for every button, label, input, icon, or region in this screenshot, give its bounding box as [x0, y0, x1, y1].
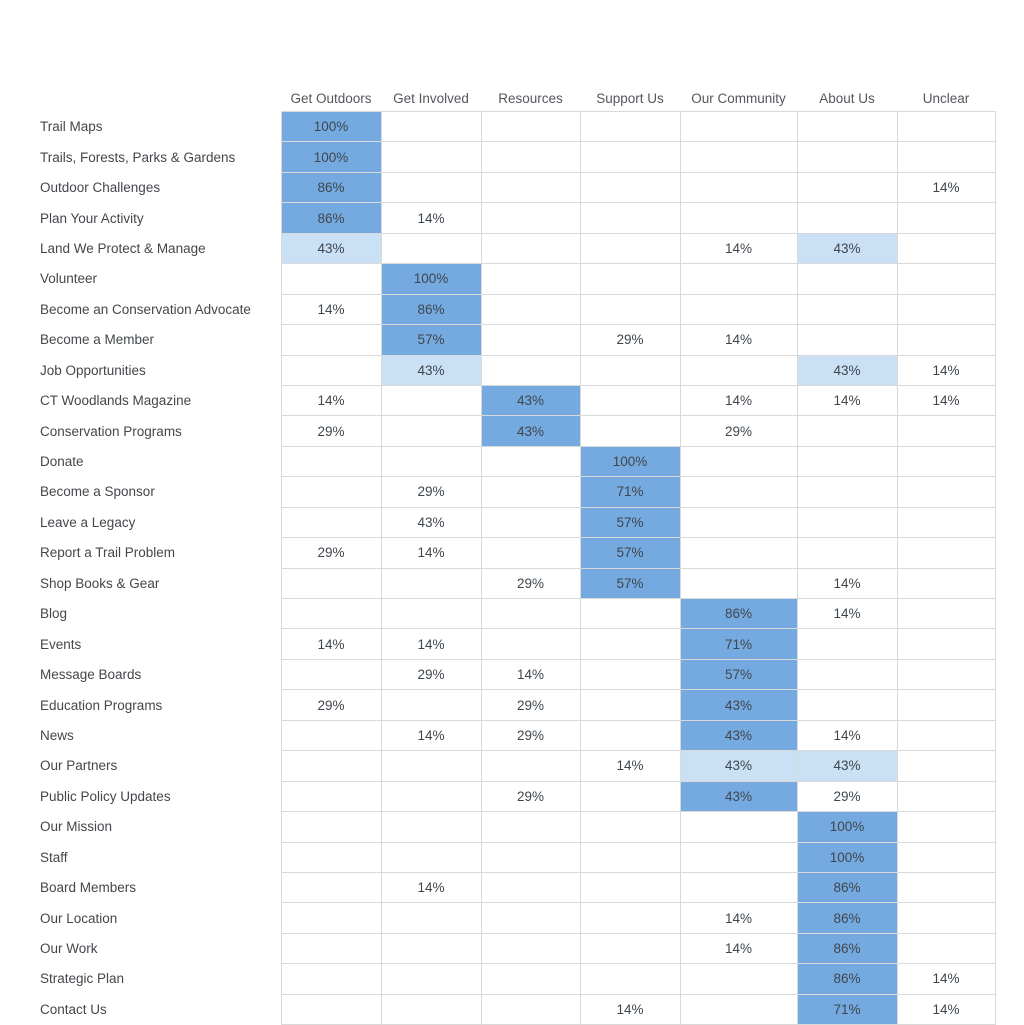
matrix-cell: 14%	[680, 903, 797, 933]
row-label: Our Location	[40, 910, 118, 926]
matrix-cell: 100%	[281, 112, 381, 142]
table-row	[40, 385, 995, 415]
table-row	[40, 599, 995, 629]
matrix-cell: 14%	[797, 720, 897, 750]
matrix-cell: 14%	[381, 872, 481, 902]
matrix-cell: 29%	[680, 416, 797, 446]
card-sort-results-matrix	[40, 85, 996, 1025]
matrix-cell: 86%	[281, 172, 381, 202]
matrix-cell	[797, 629, 897, 659]
matrix-cell: 14%	[481, 659, 580, 689]
column-header: Support Us	[596, 90, 664, 106]
matrix-cell	[281, 903, 381, 933]
row-label: Trail Maps	[40, 119, 103, 135]
row-label: Become an Conservation Advocate	[40, 301, 251, 317]
matrix-cell: 14%	[797, 568, 897, 598]
matrix-cell	[281, 599, 381, 629]
matrix-cell	[580, 720, 680, 750]
matrix-cell	[797, 142, 897, 172]
matrix-cell	[580, 264, 680, 294]
matrix-cell	[381, 964, 481, 994]
matrix-cell	[481, 325, 580, 355]
matrix-cell: 43%	[481, 416, 580, 446]
matrix-cell: 71%	[680, 629, 797, 659]
matrix-cell	[481, 933, 580, 963]
matrix-cell: 86%	[281, 203, 381, 233]
matrix-cell: 86%	[797, 964, 897, 994]
matrix-cell	[897, 903, 995, 933]
table-row	[40, 203, 995, 233]
row-label: Education Programs	[40, 697, 163, 713]
table-row	[40, 781, 995, 811]
matrix-cell	[481, 203, 580, 233]
corner-spacer	[40, 85, 281, 112]
matrix-cell: 29%	[481, 568, 580, 598]
matrix-cell: 43%	[680, 690, 797, 720]
matrix-cell	[281, 355, 381, 385]
matrix-cell	[381, 842, 481, 872]
matrix-cell	[381, 994, 481, 1024]
matrix-cell	[897, 659, 995, 689]
matrix-cell	[481, 355, 580, 385]
matrix-cell	[481, 903, 580, 933]
matrix-cell: 14%	[381, 538, 481, 568]
matrix-cell: 14%	[897, 355, 995, 385]
matrix-cell	[797, 294, 897, 324]
matrix-cell	[897, 933, 995, 963]
column-header: Our Community	[691, 90, 786, 106]
matrix-cell	[680, 203, 797, 233]
matrix-cell: 14%	[897, 385, 995, 415]
matrix-cell	[797, 659, 897, 689]
popular-placements-table	[40, 85, 996, 1025]
matrix-cell	[680, 446, 797, 476]
row-label: News	[40, 727, 74, 743]
matrix-cell: 14%	[680, 933, 797, 963]
matrix-cell: 29%	[281, 416, 381, 446]
matrix-cell	[381, 751, 481, 781]
matrix-cell	[897, 812, 995, 842]
matrix-cell	[680, 355, 797, 385]
table-row	[40, 325, 995, 355]
matrix-cell	[580, 781, 680, 811]
row-label: Public Policy Updates	[40, 788, 171, 804]
row-label: Contact Us	[40, 1001, 107, 1017]
matrix-cell	[897, 720, 995, 750]
matrix-cell	[897, 416, 995, 446]
matrix-cell	[680, 112, 797, 142]
matrix-cell	[381, 385, 481, 415]
matrix-cell	[381, 933, 481, 963]
matrix-cell	[481, 477, 580, 507]
table-row	[40, 446, 995, 476]
matrix-cell	[481, 446, 580, 476]
matrix-cell	[481, 751, 580, 781]
column-header: Get Outdoors	[290, 90, 372, 106]
matrix-cell	[281, 781, 381, 811]
row-label: Volunteer	[40, 271, 98, 287]
matrix-cell	[580, 629, 680, 659]
row-label: Board Members	[40, 880, 137, 896]
matrix-cell: 29%	[481, 720, 580, 750]
table-row	[40, 507, 995, 537]
matrix-cell: 14%	[281, 385, 381, 415]
table-row	[40, 172, 995, 202]
matrix-cell	[680, 538, 797, 568]
matrix-cell	[897, 751, 995, 781]
matrix-cell	[897, 264, 995, 294]
matrix-cell: 14%	[381, 203, 481, 233]
matrix-cell	[281, 325, 381, 355]
matrix-cell	[580, 142, 680, 172]
matrix-cell: 100%	[281, 142, 381, 172]
matrix-cell	[797, 507, 897, 537]
matrix-cell	[281, 507, 381, 537]
matrix-cell	[481, 233, 580, 263]
matrix-cell: 43%	[797, 233, 897, 263]
matrix-cell	[481, 994, 580, 1024]
matrix-cell	[281, 872, 381, 902]
matrix-cell: 29%	[481, 781, 580, 811]
matrix-cell	[680, 142, 797, 172]
matrix-cell	[897, 325, 995, 355]
matrix-cell	[580, 964, 680, 994]
matrix-cell	[381, 416, 481, 446]
table-row	[40, 294, 995, 324]
matrix-cell: 14%	[897, 964, 995, 994]
matrix-cell	[580, 599, 680, 629]
table-row	[40, 233, 995, 263]
matrix-cell	[897, 599, 995, 629]
matrix-cell: 14%	[580, 751, 680, 781]
matrix-cell	[680, 294, 797, 324]
matrix-cell	[680, 507, 797, 537]
matrix-cell	[897, 538, 995, 568]
matrix-cell	[897, 507, 995, 537]
table-row	[40, 720, 995, 750]
matrix-cell	[680, 477, 797, 507]
matrix-cell: 71%	[797, 994, 897, 1024]
matrix-cell	[381, 812, 481, 842]
row-label: Conservation Programs	[40, 423, 182, 439]
matrix-cell: 43%	[481, 385, 580, 415]
matrix-cell	[680, 872, 797, 902]
matrix-cell	[381, 568, 481, 598]
matrix-cell: 14%	[281, 294, 381, 324]
matrix-cell: 43%	[381, 507, 481, 537]
matrix-cell	[281, 994, 381, 1024]
matrix-cell	[481, 964, 580, 994]
matrix-cell	[680, 964, 797, 994]
matrix-cell	[580, 416, 680, 446]
column-header: About Us	[819, 90, 875, 106]
matrix-cell: 86%	[797, 933, 897, 963]
matrix-cell	[680, 812, 797, 842]
matrix-cell: 86%	[797, 903, 897, 933]
matrix-cell: 14%	[897, 994, 995, 1024]
matrix-cell	[281, 477, 381, 507]
matrix-cell	[580, 172, 680, 202]
matrix-cell: 14%	[897, 172, 995, 202]
matrix-cell: 57%	[680, 659, 797, 689]
matrix-cell: 29%	[381, 477, 481, 507]
matrix-cell	[281, 264, 381, 294]
matrix-cell	[381, 142, 481, 172]
matrix-cell	[580, 294, 680, 324]
matrix-cell	[580, 233, 680, 263]
matrix-cell	[281, 659, 381, 689]
matrix-cell	[381, 446, 481, 476]
table-row	[40, 964, 995, 994]
column-header: Get Involved	[393, 90, 469, 106]
matrix-cell: 57%	[580, 538, 680, 568]
table-row	[40, 568, 995, 598]
matrix-cell	[481, 112, 580, 142]
matrix-cell: 43%	[680, 781, 797, 811]
row-label: Our Work	[40, 941, 98, 957]
matrix-cell	[481, 842, 580, 872]
matrix-cell	[580, 872, 680, 902]
matrix-cell: 57%	[381, 325, 481, 355]
table-row	[40, 112, 995, 142]
row-label: Leave a Legacy	[40, 514, 136, 530]
matrix-cell: 14%	[680, 233, 797, 263]
matrix-cell: 57%	[580, 568, 680, 598]
matrix-cell: 29%	[381, 659, 481, 689]
matrix-cell: 100%	[797, 812, 897, 842]
row-label: Events	[40, 636, 82, 652]
matrix-cell	[580, 690, 680, 720]
matrix-cell: 43%	[680, 751, 797, 781]
matrix-cell: 14%	[281, 629, 381, 659]
table-row	[40, 812, 995, 842]
matrix-cell: 29%	[797, 781, 897, 811]
table-row	[40, 264, 995, 294]
matrix-cell: 100%	[580, 446, 680, 476]
table-row	[40, 416, 995, 446]
matrix-cell	[281, 720, 381, 750]
matrix-cell	[580, 842, 680, 872]
row-label: CT Woodlands Magazine	[40, 393, 192, 409]
column-header: Unclear	[922, 90, 970, 106]
matrix-cell: 14%	[381, 720, 481, 750]
matrix-cell	[680, 842, 797, 872]
matrix-cell	[381, 233, 481, 263]
row-label: Job Opportunities	[40, 362, 146, 378]
row-label: Become a Member	[40, 332, 155, 348]
column-header: Resources	[498, 90, 563, 106]
matrix-cell	[797, 690, 897, 720]
matrix-cell	[897, 477, 995, 507]
matrix-cell	[580, 112, 680, 142]
matrix-cell	[481, 538, 580, 568]
matrix-cell	[381, 599, 481, 629]
matrix-cell: 14%	[381, 629, 481, 659]
table-row	[40, 872, 995, 902]
matrix-cell	[281, 964, 381, 994]
row-label: Our Partners	[40, 758, 118, 774]
matrix-cell	[281, 568, 381, 598]
matrix-cell	[381, 903, 481, 933]
matrix-cell	[281, 933, 381, 963]
matrix-cell	[580, 933, 680, 963]
matrix-cell	[481, 629, 580, 659]
matrix-cell: 14%	[680, 325, 797, 355]
matrix-cell	[680, 172, 797, 202]
row-label: Blog	[40, 606, 68, 622]
matrix-cell	[281, 812, 381, 842]
matrix-cell: 14%	[797, 385, 897, 415]
matrix-cell	[897, 872, 995, 902]
matrix-cell	[481, 812, 580, 842]
matrix-cell: 57%	[580, 507, 680, 537]
matrix-cell	[897, 781, 995, 811]
table-row	[40, 903, 995, 933]
matrix-cell	[897, 142, 995, 172]
matrix-cell	[897, 294, 995, 324]
row-label: Plan Your Activity	[40, 210, 144, 226]
matrix-cell: 100%	[381, 264, 481, 294]
matrix-cell	[797, 325, 897, 355]
row-label: Strategic Plan	[40, 971, 125, 987]
matrix-cell	[680, 568, 797, 598]
table-row	[40, 629, 995, 659]
matrix-cell: 86%	[797, 872, 897, 902]
matrix-cell	[897, 446, 995, 476]
table-row	[40, 477, 995, 507]
matrix-cell: 29%	[580, 325, 680, 355]
table-row	[40, 933, 995, 963]
matrix-cell	[897, 690, 995, 720]
matrix-cell	[481, 294, 580, 324]
matrix-cell: 14%	[797, 599, 897, 629]
matrix-cell	[797, 477, 897, 507]
matrix-cell	[897, 568, 995, 598]
table-row	[40, 142, 995, 172]
matrix-cell	[797, 538, 897, 568]
matrix-cell: 86%	[381, 294, 481, 324]
matrix-cell	[797, 172, 897, 202]
matrix-cell	[580, 659, 680, 689]
table-row	[40, 538, 995, 568]
matrix-cell	[481, 507, 580, 537]
row-label: Trails, Forests, Parks & Gardens	[40, 149, 236, 165]
header-row	[40, 85, 995, 112]
row-label: Land We Protect & Manage	[40, 240, 206, 256]
matrix-cell	[580, 203, 680, 233]
row-label: Staff	[40, 849, 68, 865]
matrix-cell	[381, 112, 481, 142]
matrix-cell	[797, 264, 897, 294]
matrix-cell	[580, 355, 680, 385]
matrix-cell	[897, 112, 995, 142]
row-label: Become a Sponsor	[40, 484, 155, 500]
matrix-cell	[580, 812, 680, 842]
matrix-cell	[797, 446, 897, 476]
matrix-cell: 43%	[797, 355, 897, 385]
table-row	[40, 659, 995, 689]
matrix-cell: 14%	[580, 994, 680, 1024]
matrix-cell	[580, 385, 680, 415]
matrix-cell	[481, 142, 580, 172]
matrix-cell: 71%	[580, 477, 680, 507]
matrix-cell	[381, 690, 481, 720]
matrix-cell: 29%	[481, 690, 580, 720]
matrix-cell: 43%	[797, 751, 897, 781]
row-label: Shop Books & Gear	[40, 575, 160, 591]
matrix-cell	[381, 172, 481, 202]
row-label: Report a Trail Problem	[40, 545, 176, 561]
matrix-cell	[381, 781, 481, 811]
row-label: Outdoor Challenges	[40, 180, 161, 196]
matrix-cell: 43%	[680, 720, 797, 750]
matrix-body	[40, 112, 995, 1025]
row-label: Message Boards	[40, 667, 142, 683]
matrix-cell	[680, 264, 797, 294]
matrix-cell	[481, 872, 580, 902]
matrix-cell	[897, 842, 995, 872]
matrix-cell	[797, 203, 897, 233]
table-row	[40, 751, 995, 781]
table-row	[40, 842, 995, 872]
matrix-cell	[481, 264, 580, 294]
table-row	[40, 355, 995, 385]
matrix-cell	[481, 172, 580, 202]
matrix-cell	[680, 994, 797, 1024]
matrix-cell	[481, 599, 580, 629]
matrix-cell: 43%	[381, 355, 481, 385]
matrix-cell	[897, 233, 995, 263]
row-label: Our Mission	[40, 819, 113, 835]
matrix-cell	[580, 903, 680, 933]
matrix-cell: 29%	[281, 538, 381, 568]
matrix-cell	[797, 416, 897, 446]
matrix-cell	[797, 112, 897, 142]
row-label: Donate	[40, 454, 84, 470]
table-row	[40, 690, 995, 720]
matrix-cell: 14%	[680, 385, 797, 415]
matrix-cell	[897, 203, 995, 233]
table-row	[40, 994, 995, 1024]
matrix-cell: 100%	[797, 842, 897, 872]
matrix-cell	[897, 629, 995, 659]
matrix-cell	[281, 751, 381, 781]
matrix-cell	[281, 842, 381, 872]
matrix-cell: 29%	[281, 690, 381, 720]
matrix-cell: 86%	[680, 599, 797, 629]
matrix-cell	[281, 446, 381, 476]
matrix-cell: 43%	[281, 233, 381, 263]
